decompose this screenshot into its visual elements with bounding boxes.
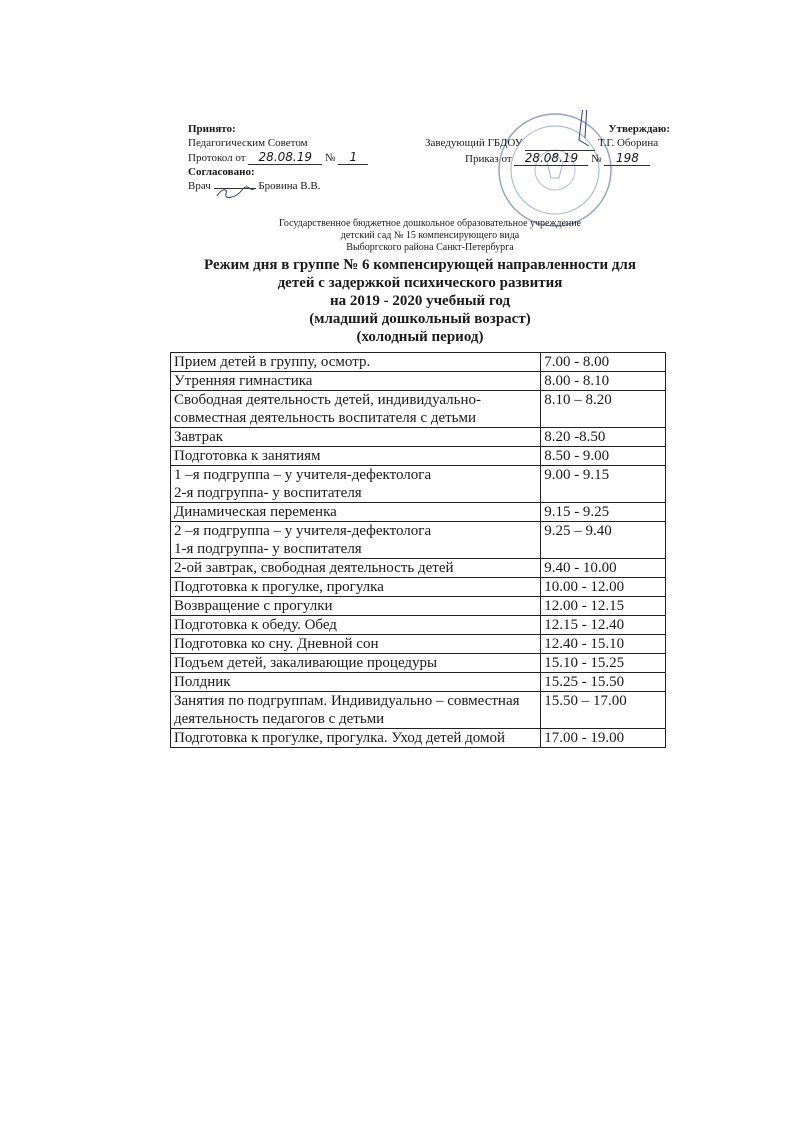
- time-cell: 9.40 - 10.00: [541, 559, 666, 578]
- activity-cell: Подготовка к обеду. Обед: [171, 616, 541, 635]
- table-row: [171, 447, 666, 466]
- activity-cell: Полдник: [171, 673, 541, 692]
- title-line-4: (младший дошкольный возраст): [309, 311, 531, 327]
- time-cell: 15.25 - 15.50: [541, 673, 666, 692]
- doctor-label: Врач: [188, 180, 211, 192]
- time-cell: 15.50 – 17.00: [541, 692, 666, 729]
- head-name: Т.Г. Оборина: [597, 137, 659, 149]
- activity-cell: Подготовка ко сну. Дневной сон: [171, 635, 541, 654]
- schedule-body: [171, 353, 666, 748]
- activity-cell: Прием детей в группу, осмотр.: [171, 353, 541, 372]
- table-row: [171, 503, 666, 522]
- table-row: [171, 616, 666, 635]
- title-line-3: на 2019 - 2020 учебный год: [329, 293, 511, 309]
- table-row: [171, 559, 666, 578]
- activity-cell: Завтрак: [171, 428, 541, 447]
- activity-cell: Занятия по подгруппам. Индивидуально – совместная деятельность педагогов с детьми: [171, 692, 541, 729]
- activity-cell: 2 –я подгруппа – у учителя-дефектолога 1-я подгруппа- у воспитателя: [171, 522, 541, 559]
- activity-cell: Возвращение с прогулки: [171, 597, 541, 616]
- time-cell: 7.00 - 8.00: [541, 353, 666, 372]
- time-cell: 12.00 - 12.15: [541, 597, 666, 616]
- activity-cell: 2-ой завтрак, свободная деятельность детей: [171, 559, 541, 578]
- activity-cell: 1 –я подгруппа – у учителя-дефектолога 2-я подгруппа- у воспитателя: [171, 466, 541, 503]
- title-line-5: (холодный период): [356, 329, 484, 345]
- time-cell: 8.00 - 8.10: [541, 372, 666, 391]
- time-cell: 12.15 - 12.40: [541, 616, 666, 635]
- activity-cell: Подготовка к прогулке, прогулка. Уход детей домой: [171, 729, 541, 748]
- head-label: Заведующий ГБДОУ: [425, 137, 523, 149]
- time-cell: 9.00 - 9.15: [541, 466, 666, 503]
- table-row: [171, 673, 666, 692]
- table-row: [171, 353, 666, 372]
- table-row: [171, 654, 666, 673]
- schedule-table: [170, 352, 666, 748]
- accepted-label: Принято:: [188, 123, 236, 135]
- title-line-1: Режим дня в группе № 6 компенсирующей направленности для: [204, 257, 636, 273]
- protocol-date: 28.08.19: [248, 150, 322, 165]
- table-row: [171, 692, 666, 729]
- doctor-name: Бровина В.В.: [258, 180, 321, 192]
- accepted-block: [188, 122, 438, 193]
- head-signature: [525, 136, 595, 151]
- table-row: [171, 391, 666, 428]
- order-number: 198: [604, 151, 650, 166]
- activity-cell: Подготовка к занятиям: [171, 447, 541, 466]
- title-line-2: детей с задержкой психического развития: [277, 275, 563, 291]
- doctor-signature: [214, 188, 256, 189]
- order-date: 28.08.19: [514, 151, 588, 166]
- time-cell: 9.25 – 9.40: [541, 522, 666, 559]
- document-title: [170, 256, 670, 346]
- approved-block: [425, 122, 675, 166]
- table-row: [171, 372, 666, 391]
- time-cell: 10.00 - 12.00: [541, 578, 666, 597]
- doctor-line: [188, 179, 438, 193]
- time-cell: 8.20 -8.50: [541, 428, 666, 447]
- time-cell: 12.40 - 15.10: [541, 635, 666, 654]
- agreed-label: Согласовано:: [188, 166, 255, 178]
- order-num-sign: №: [591, 153, 602, 165]
- institution-line-1: Государственное бюджетное дошкольное образовательное учреждение: [278, 218, 582, 229]
- time-cell: 17.00 - 19.00: [541, 729, 666, 748]
- time-cell: 9.15 - 9.25: [541, 503, 666, 522]
- table-row: [171, 466, 666, 503]
- activity-cell: Подъем детей, закаливающие процедуры: [171, 654, 541, 673]
- head-line: [425, 136, 675, 151]
- table-row: [171, 578, 666, 597]
- table-row: [171, 522, 666, 559]
- council-text: Педагогическим Советом: [188, 137, 308, 149]
- table-row: [171, 597, 666, 616]
- institution-line-3: Выборгского района Санкт-Петербурга: [346, 242, 514, 253]
- time-cell: 8.10 – 8.20: [541, 391, 666, 428]
- time-cell: 15.10 - 15.25: [541, 654, 666, 673]
- table-row: [171, 428, 666, 447]
- order-label: Приказ от: [465, 153, 512, 165]
- table-row: [171, 635, 666, 654]
- signature-icon: [214, 186, 256, 200]
- time-cell: 8.50 - 9.00: [541, 447, 666, 466]
- protocol-num-sign: №: [325, 152, 336, 164]
- activity-cell: Подготовка к прогулке, прогулка: [171, 578, 541, 597]
- approve-label: Утверждаю:: [608, 123, 670, 135]
- protocol-label: Протокол от: [188, 152, 246, 164]
- institution-line-2: детский сад № 15 компенсирующего вида: [340, 230, 520, 241]
- protocol-number: 1: [338, 150, 368, 165]
- activity-cell: Утренняя гимнастика: [171, 372, 541, 391]
- protocol-line: [188, 150, 438, 165]
- order-line: [425, 151, 675, 166]
- activity-cell: Динамическая переменка: [171, 503, 541, 522]
- activity-cell: Свободная деятельность детей, индивидуально-совместная деятельность воспитателя с детьми: [171, 391, 541, 428]
- institution-name: [200, 218, 660, 254]
- table-row: [171, 729, 666, 748]
